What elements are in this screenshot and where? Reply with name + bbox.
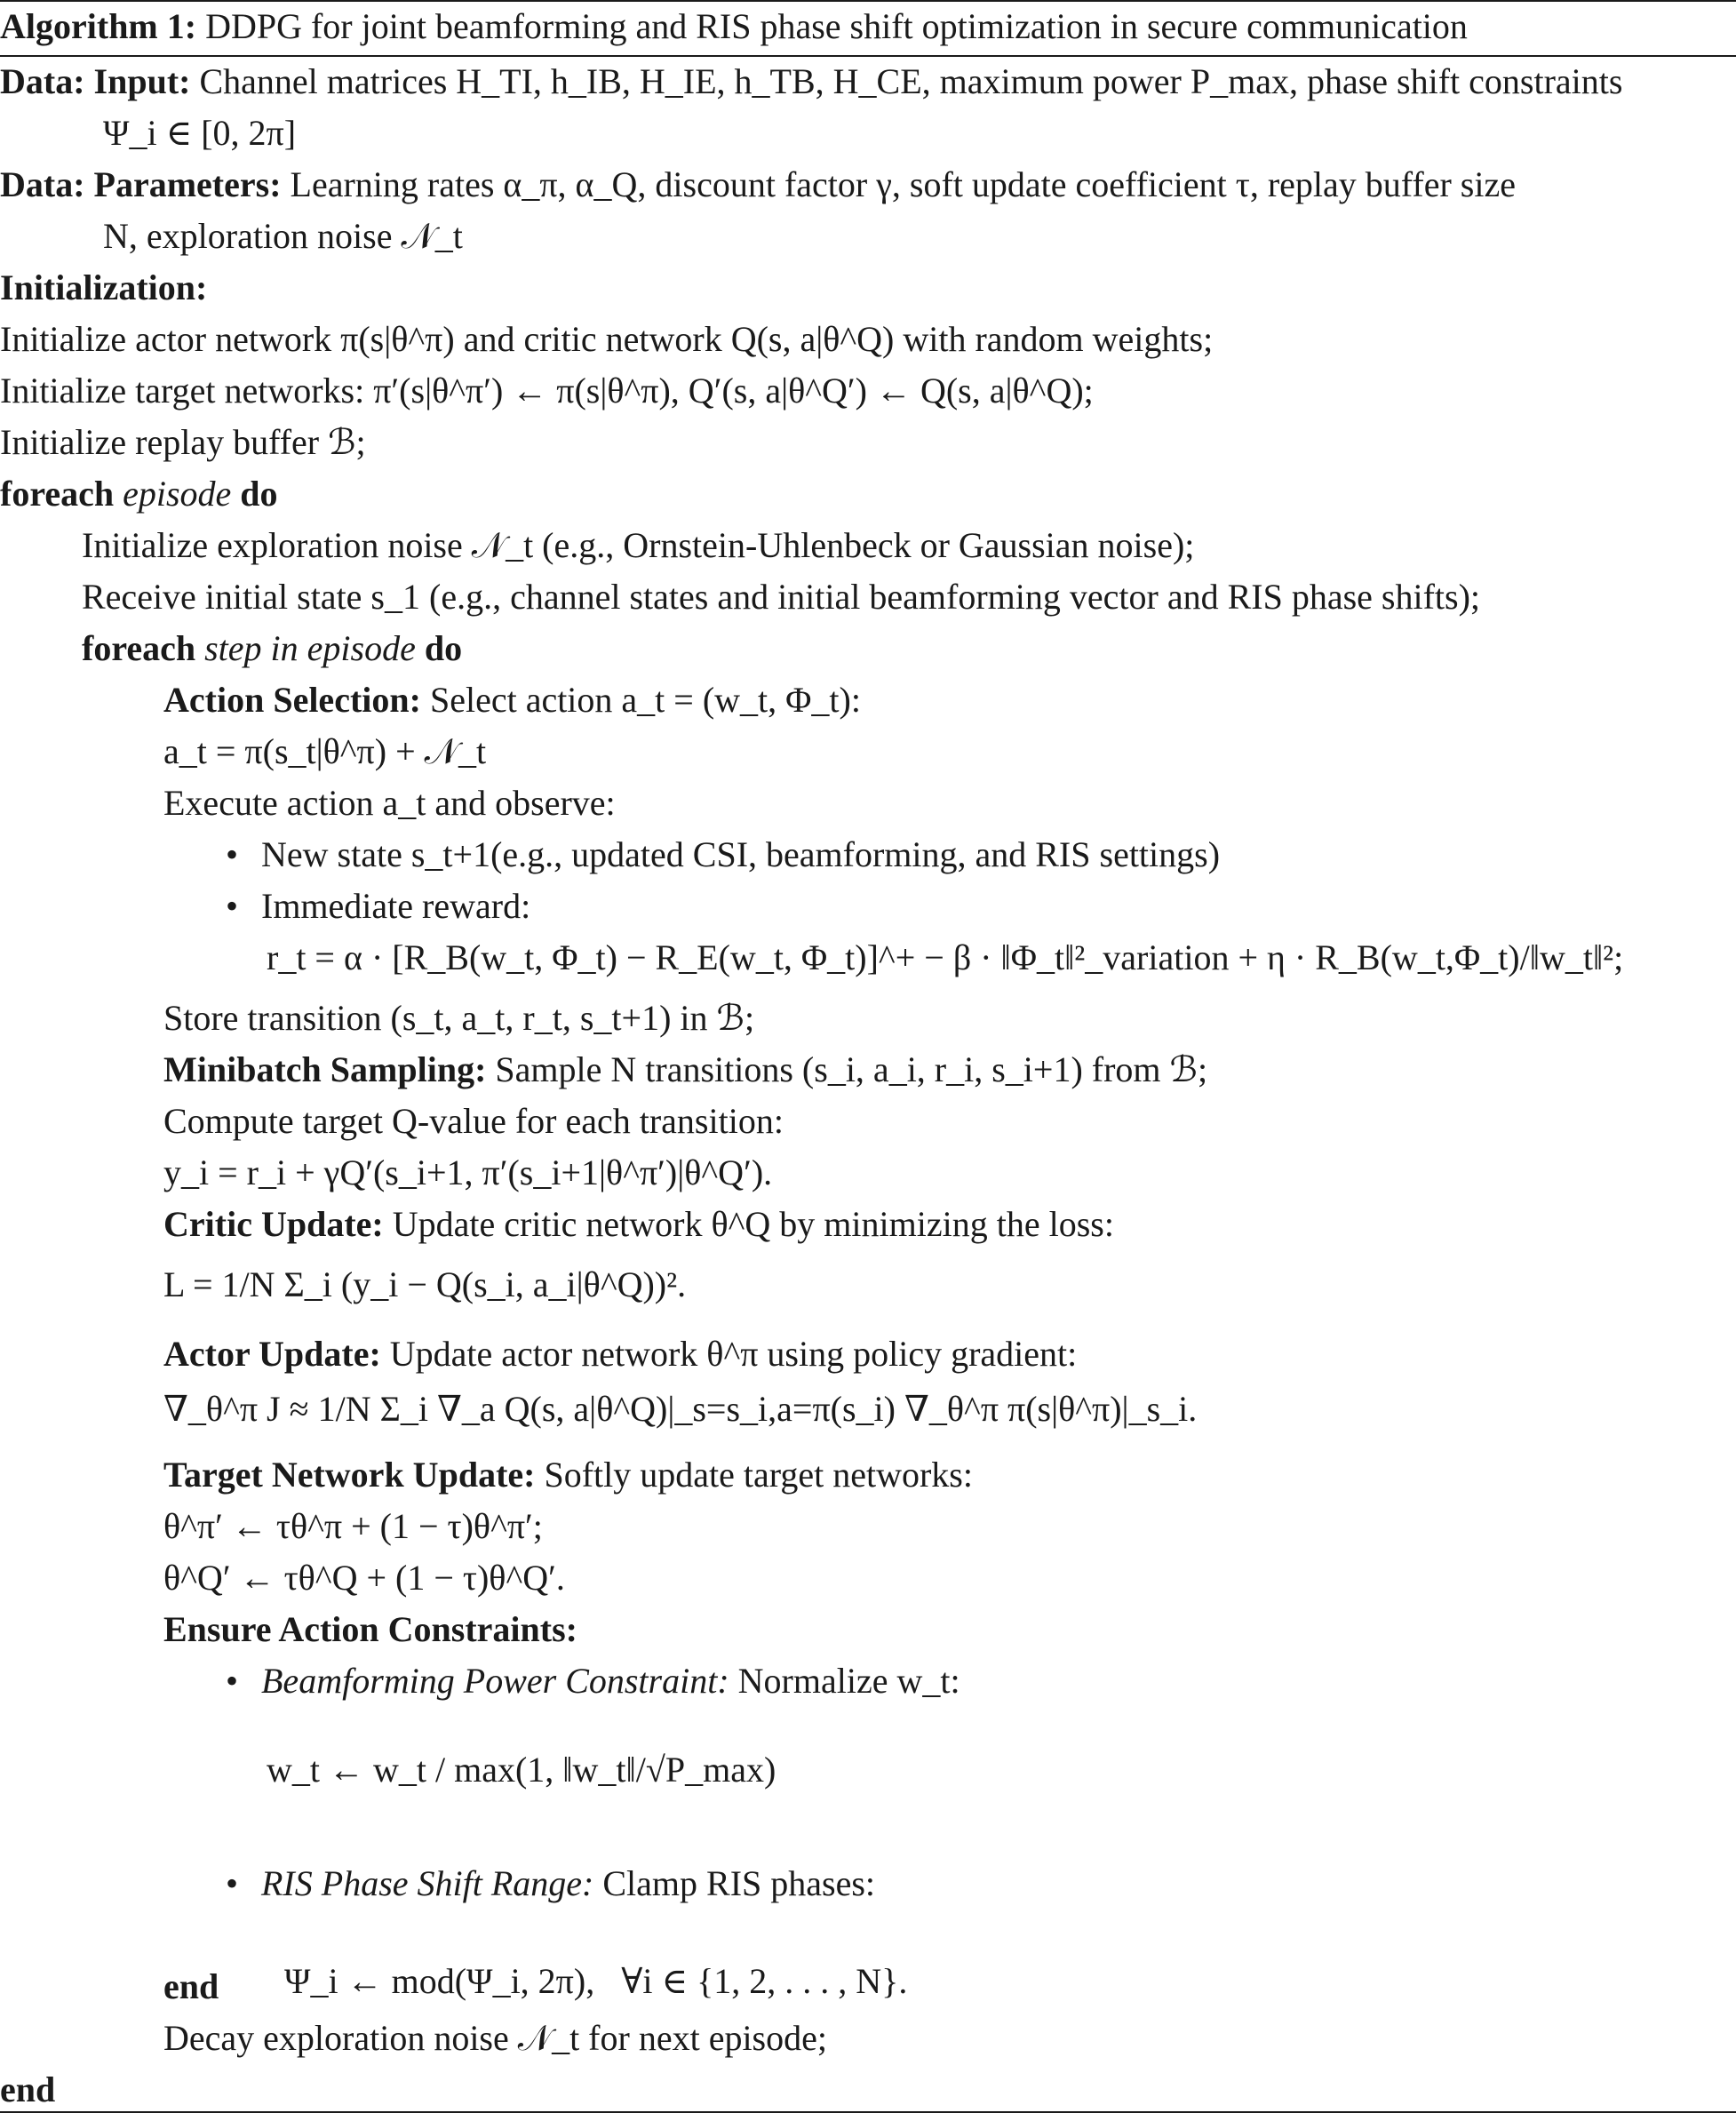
parameters-line-2 [0,213,1736,259]
power-equation: w_t ← w_t / max(1, ‖w_t‖/√P_max) [267,1750,776,1790]
end-keyword: end [163,1966,219,2006]
action-selection-line [0,677,1736,723]
minibatch-text: Sample N transitions (s_i, a_i, r_i, s_i+1) from ℬ; [495,1049,1208,1089]
bullet-power-label: Beamforming Power Constraint: [261,1661,729,1701]
input-text-1: Channel matrices H_TI, h_IB, H_IE, h_TB, H_CE, maximum power P_max, phase shift constraints [199,61,1623,101]
input-label: Input: [93,61,191,101]
compute-target-line [0,1098,1736,1144]
foreach-keyword: foreach [0,474,115,514]
caption-rule [0,55,1736,57]
bullet-dot-2: • [226,886,239,926]
target-equation: y_i = r_i + γQ′(s_i+1, π′(s_i+1|θ^π′)|θ^Q′). [163,1152,773,1192]
target-equation-line [0,1150,1736,1196]
execute-text: Execute action a_t and observe: [163,783,616,823]
bullet-power-text: Normalize w_t: [737,1661,960,1701]
init-noise: Initialize exploration noise 𝒩_t (e.g., Ornstein-Uhlenbeck or Gaussian noise); [82,525,1195,565]
foreach-keyword-2: foreach [82,628,196,668]
receive-state: Receive initial state s_1 (e.g., channel states and initial beamforming vector and RIS phase shifts); [82,577,1481,617]
end-episode-line [0,2067,1736,2113]
store-transition-line [0,995,1736,1041]
action-selection-label: Action Selection: [163,680,421,720]
decay-noise-line [0,2015,1736,2061]
receive-state-line [0,574,1736,620]
target-update-line [0,1452,1736,1498]
end-keyword-2: end [0,2069,56,2109]
critic-text: Update critic network θ^Q by minimizing the loss: [392,1204,1114,1244]
foreach-episode-line [0,471,1736,517]
step-variable: step in episode [204,628,416,668]
do-keyword: do [240,474,278,514]
input-text-2: Ψ_i ∈ [0, 2π] [103,113,297,153]
init-noise-line [0,522,1736,569]
top-rule [0,0,1736,2]
action-selection-text: Select action a_t = (w_t, Φ_t): [429,680,861,720]
soft-update-critic-line [0,1555,1736,1601]
data-label-2: Data: [0,164,85,204]
soft-update-actor-line [0,1503,1736,1550]
initialization-heading [0,265,1736,311]
bullet-new-state: New state s_t+1(e.g., updated CSI, beamforming, and RIS settings) [261,834,1221,874]
foreach-step-line [0,626,1736,672]
actor-text: Update actor network θ^π using policy gradient: [389,1334,1078,1374]
init-targets-line [0,368,1736,414]
init-buffer: Initialize replay buffer ℬ; [0,422,366,462]
actor-line [0,1331,1736,1377]
gradient-equation-line [0,1386,1736,1432]
reward-equation: r_t = α · [R_B(w_t, Φ_t) − R_E(w_t, Φ_t)]^+ − β · ‖Φ_t‖²_variation + η · R_B(w_t,Φ_t)/‖w_t‖²; [267,937,1624,977]
target-update-label: Target Network Update: [163,1455,536,1495]
store-transition: Store transition (s_t, a_t, r_t, s_t+1) in ℬ; [163,998,755,1038]
input-line-1 [0,59,1736,105]
input-line-2 [0,110,1736,156]
do-keyword-2: do [424,628,463,668]
reward-equation-line [0,935,1736,981]
parameters-line-1 [0,162,1736,208]
ensure-line [0,1607,1736,1653]
parameters-text-1: Learning rates α_π, α_Q, discount factor γ, soft update coefficient τ, replay buffer size [290,164,1516,204]
init-actor-critic-line [0,316,1736,363]
gradient-equation: ∇_θ^π J ≈ 1/N Σ_i ∇_a Q(s, a|θ^Q)|_s=s_i,a=π(s_i) ∇_θ^π π(s|θ^π)|_s_i. [163,1389,1198,1429]
target-update-text: Softly update target networks: [544,1455,973,1495]
bullet-reward: Immediate reward: [261,886,531,926]
bullet-phase-text: Clamp RIS phases: [602,1863,876,1903]
action-equation-line [0,729,1736,775]
soft-update-actor: θ^π′ ← τθ^π + (1 − τ)θ^π′; [163,1506,543,1546]
loss-equation: L = 1/N Σ_i (y_i − Q(s_i, a_i|θ^Q))². [163,1264,687,1304]
minibatch-line [0,1047,1736,1093]
caption-label: Algorithm 1: [0,6,197,46]
decay-noise: Decay exploration noise 𝒩_t for next episode; [163,2018,827,2058]
initialization-label: Initialization: [0,267,208,307]
critic-line [0,1201,1736,1248]
actor-label: Actor Update: [163,1334,381,1374]
algorithm-caption [0,4,1736,50]
parameters-text-2: N, exploration noise 𝒩_t [103,216,463,256]
bullet-new-state-line [0,832,1736,878]
bullet-dot: • [226,834,239,874]
critic-label: Critic Update: [163,1204,384,1244]
soft-update-critic: θ^Q′ ← τθ^Q + (1 − τ)θ^Q′. [163,1558,565,1598]
bullet-dot-3: • [226,1661,239,1701]
episode-variable: episode [123,474,232,514]
init-targets: Initialize target networks: π′(s|θ^π′) ← π(s|θ^π), Q′(s, a|θ^Q′) ← Q(s, a|θ^Q); [0,371,1094,411]
minibatch-label: Minibatch Sampling: [163,1049,487,1089]
action-equation: a_t = π(s_t|θ^π) + 𝒩_t [163,731,487,771]
end-step-line [0,1964,1736,2010]
bullet-reward-line [0,883,1736,929]
phase-equation: Ψ_i ← mod(Ψ_i, 2π), ∀i ∈ {1, 2, . . . , N}. [284,1961,908,2001]
ensure-label: Ensure Action Constraints: [163,1609,577,1649]
loss-equation-line [0,1262,1736,1308]
execute-line [0,780,1736,826]
bullet-dot-4: • [226,1863,239,1903]
parameters-label: Parameters: [93,164,282,204]
power-equation-line [0,1743,1736,1797]
bullet-phase-line [0,1861,1736,1907]
caption-text: DDPG for joint beamforming and RIS phase shift optimization in secure communication [205,6,1468,46]
init-actor-critic: Initialize actor network π(s|θ^π) and critic network Q(s, a|θ^Q) with random weights; [0,319,1214,359]
data-label: Data: [0,61,85,101]
init-buffer-line [0,419,1736,466]
compute-target: Compute target Q-value for each transition: [163,1101,784,1141]
bullet-power-line [0,1658,1736,1704]
bullet-phase-label: RIS Phase Shift Range: [261,1863,594,1903]
